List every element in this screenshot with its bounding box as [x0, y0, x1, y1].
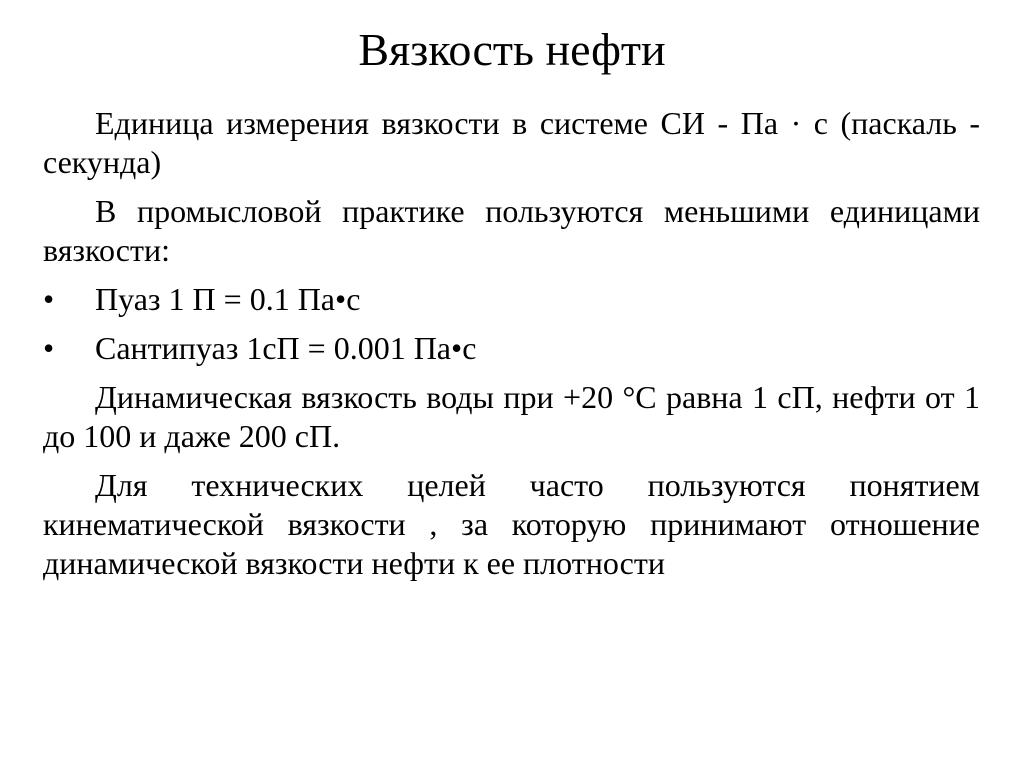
bullet-marker: •: [43, 281, 55, 317]
bullet-marker: •: [43, 330, 55, 366]
paragraph-si-unit: Единица измерения вязкости в системе СИ - Па · с (паскаль - секунда): [43, 105, 980, 180]
bullet-text: Пуаз 1 П = 0.1 Па•с: [95, 281, 361, 317]
paragraph-kinematic-viscosity: Для технических целей часто пользуются понятием кинематической вязкости , за которую принимают отношение динамической вязкости нефти к ее плотности: [43, 467, 980, 581]
paragraph-field-practice: В промысловой практике пользуются меньшими единицами вязкости:: [43, 193, 980, 268]
slide-title: Вязкость нефти: [358, 24, 666, 75]
bullet-text: Сантипуаз 1сП = 0.001 Па•с: [95, 330, 477, 366]
slide-body: [43, 104, 980, 593]
bullet-item-poise: [43, 280, 980, 319]
paragraph-dynamic-viscosity: Динамическая вязкость воды при +20 °С равна 1 сП, нефти от 1 до 100 и даже 200 сП.: [43, 379, 980, 454]
bullet-item-centipoise: [43, 329, 980, 368]
